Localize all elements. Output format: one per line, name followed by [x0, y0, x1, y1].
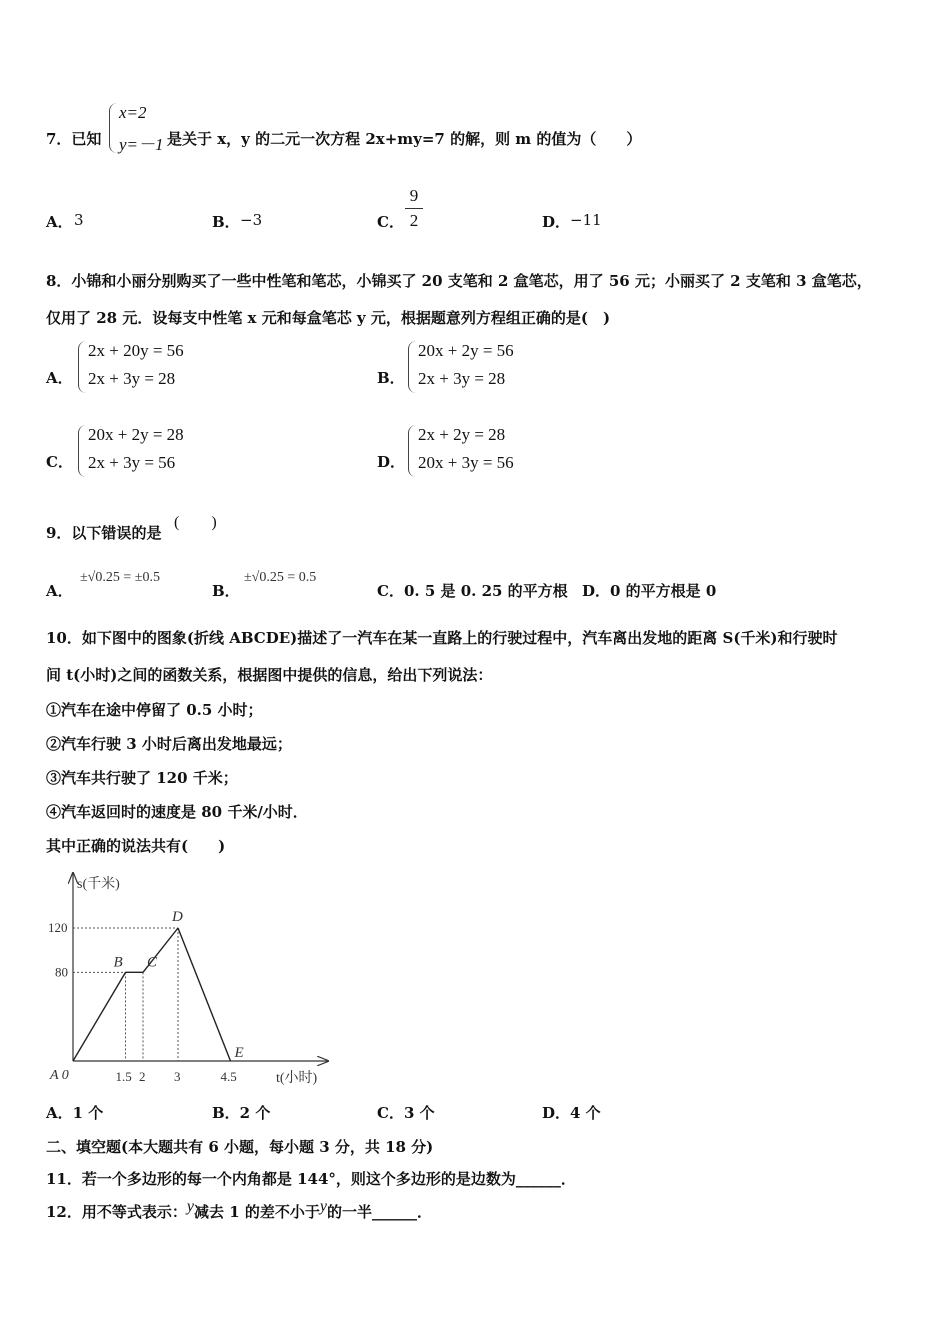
brace-icon: [408, 425, 416, 477]
section2-heading: 二、填空题(本大题共有 6 小题，每小题 3 分，共 18 分): [46, 1138, 434, 1156]
q10-option-b: B．2 个: [212, 1104, 271, 1122]
origin-label: A 0: [50, 1068, 69, 1083]
q8-a-row1: 2x + 20y = 56: [88, 341, 184, 360]
q10-option-d: D．4 个: [542, 1104, 601, 1122]
y-tick-label-1: 120: [48, 920, 68, 935]
q8-option-d-system: [408, 425, 538, 477]
point-label-d: D: [172, 909, 183, 925]
q8-line1: 8．小锦和小丽分别购买了一些中性笔和笔芯，小锦买了 20 支笔和 2 盒笔芯，用了 56 元；小丽买了 2 支笔和 3 盒笔芯，: [46, 272, 872, 290]
q12-row: [46, 1198, 432, 1222]
q8-option-a-system: [78, 341, 208, 393]
q10-statement-1: ①汽车在途中停留了 0.5 小时；: [46, 701, 263, 719]
q9-paren: ( ): [174, 514, 217, 531]
fraction-denominator: 2: [409, 211, 419, 230]
q8-option-c-label: C．: [46, 453, 73, 471]
q7-option-b-value: −3: [240, 211, 263, 229]
q7-option-a-label: A．: [46, 213, 73, 231]
graph-segment-3: [178, 928, 231, 1061]
q7-option-b-label: B．: [212, 213, 240, 231]
q12-pre: 12．用不等式表示：: [46, 1203, 187, 1221]
q9-option-a-label: A．: [46, 582, 73, 600]
q9-option-c: C．0. 5 是 0. 25 的平方根: [377, 582, 568, 600]
q8-option-d-label: D．: [377, 453, 406, 471]
q7-option-d-value: −11: [570, 211, 602, 229]
x-tick-label-3: 4.5: [220, 1069, 237, 1084]
q7-prefix: 7．已知: [46, 130, 102, 148]
q9-option-b-math: ±√0.25 = 0.5: [244, 570, 317, 585]
q8-a-row2: 2x + 3y = 28: [88, 369, 176, 388]
q9-stem: 9．以下错误的是: [46, 524, 162, 542]
distance-time-graph: [40, 868, 340, 1093]
q10-option-a: A．1 个: [46, 1104, 104, 1122]
q10-ask: 其中正确的说法共有( ): [46, 837, 226, 855]
brace-icon: [78, 425, 86, 477]
point-label-e: E: [234, 1045, 244, 1061]
x-axis-title: t(小时): [276, 1071, 318, 1086]
q8-option-b-system: [408, 341, 538, 393]
q12-mid: 减去 1 的差不小于: [193, 1203, 320, 1221]
point-label-c: C: [147, 954, 158, 971]
fraction-bar: [405, 208, 423, 209]
x-tick-label-0: 1.5: [115, 1069, 132, 1084]
q8-option-c-system: [78, 425, 208, 477]
y-tick-label-0: 80: [55, 964, 68, 980]
fraction-numerator: 9: [409, 186, 419, 205]
q8-d-row1: 2x + 2y = 28: [418, 425, 506, 444]
q8-option-a-label: A．: [46, 369, 73, 387]
q9-option-b-label: B．: [212, 582, 240, 600]
brace-icon: [78, 341, 86, 393]
q10-option-c: C．3 个: [377, 1104, 435, 1122]
q7-stem: 是关于 x，y 的二元一次方程 2x+my=7 的解，则 m 的值为（ ）: [167, 130, 642, 148]
brace-icon: [109, 103, 117, 153]
y-axis-title: s(千米): [77, 877, 120, 892]
q8-b-row1: 20x + 2y = 56: [418, 341, 514, 360]
q8-d-row2: 20x + 3y = 56: [418, 453, 514, 472]
q10-line2: 间 t(小时)之间的函数关系，根据图中提供的信息，给出下列说法：: [46, 666, 493, 684]
q12-var2: y: [319, 1198, 327, 1215]
q7-sys-row1: x=2: [119, 103, 147, 122]
q7-sys-row2: y=－1: [119, 135, 164, 154]
q8-c-row1: 20x + 2y = 28: [88, 425, 184, 444]
q8-line2: 仅用了 28 元．设每支中性笔 x 元和每盒笔芯 y 元，根据题意列方程组正确的是( ): [46, 309, 611, 327]
q10-statement-2: ②汽车行驶 3 小时后离出发地最远；: [46, 735, 292, 753]
q9-option-a-math: ±√0.25 = ±0.5: [80, 570, 160, 585]
q8-b-row2: 2x + 3y = 28: [418, 369, 506, 388]
q8-c-row2: 2x + 3y = 56: [88, 453, 176, 472]
q8-option-b-label: B．: [377, 369, 405, 387]
q7-equation-system: [109, 103, 169, 153]
x-tick-label-1: 2: [139, 1069, 146, 1084]
q10-statement-4: ④汽车返回时的速度是 80 千米/小时．: [46, 803, 308, 821]
q7-option-c-label: C．: [377, 213, 404, 231]
q7-option-d-label: D．: [542, 213, 571, 231]
x-tick-label-2: 3: [174, 1069, 181, 1084]
q12-var1: y: [186, 1198, 194, 1215]
q7-option-c-fraction: [405, 186, 423, 231]
q7-option-a-value: 3: [74, 211, 84, 229]
q10-statement-3: ③汽车共行驶了 120 千米；: [46, 769, 238, 787]
brace-icon: [408, 341, 416, 393]
q12-post: 的一半______．: [326, 1203, 432, 1221]
q10-line1: 10．如下图中的图象(折线 ABCDE)描述了一汽车在某一直路上的行驶过程中，汽车离出发地的距离 S(千米)和行驶时: [46, 629, 838, 647]
graph-segment-0: [73, 972, 126, 1061]
q11: 11．若一个多边形的每一个内角都是 144°，则这个多边形的是边数为______．: [46, 1170, 576, 1188]
point-label-b: B: [113, 954, 123, 971]
q9-option-d: D．0 的平方根是 0: [582, 582, 717, 600]
